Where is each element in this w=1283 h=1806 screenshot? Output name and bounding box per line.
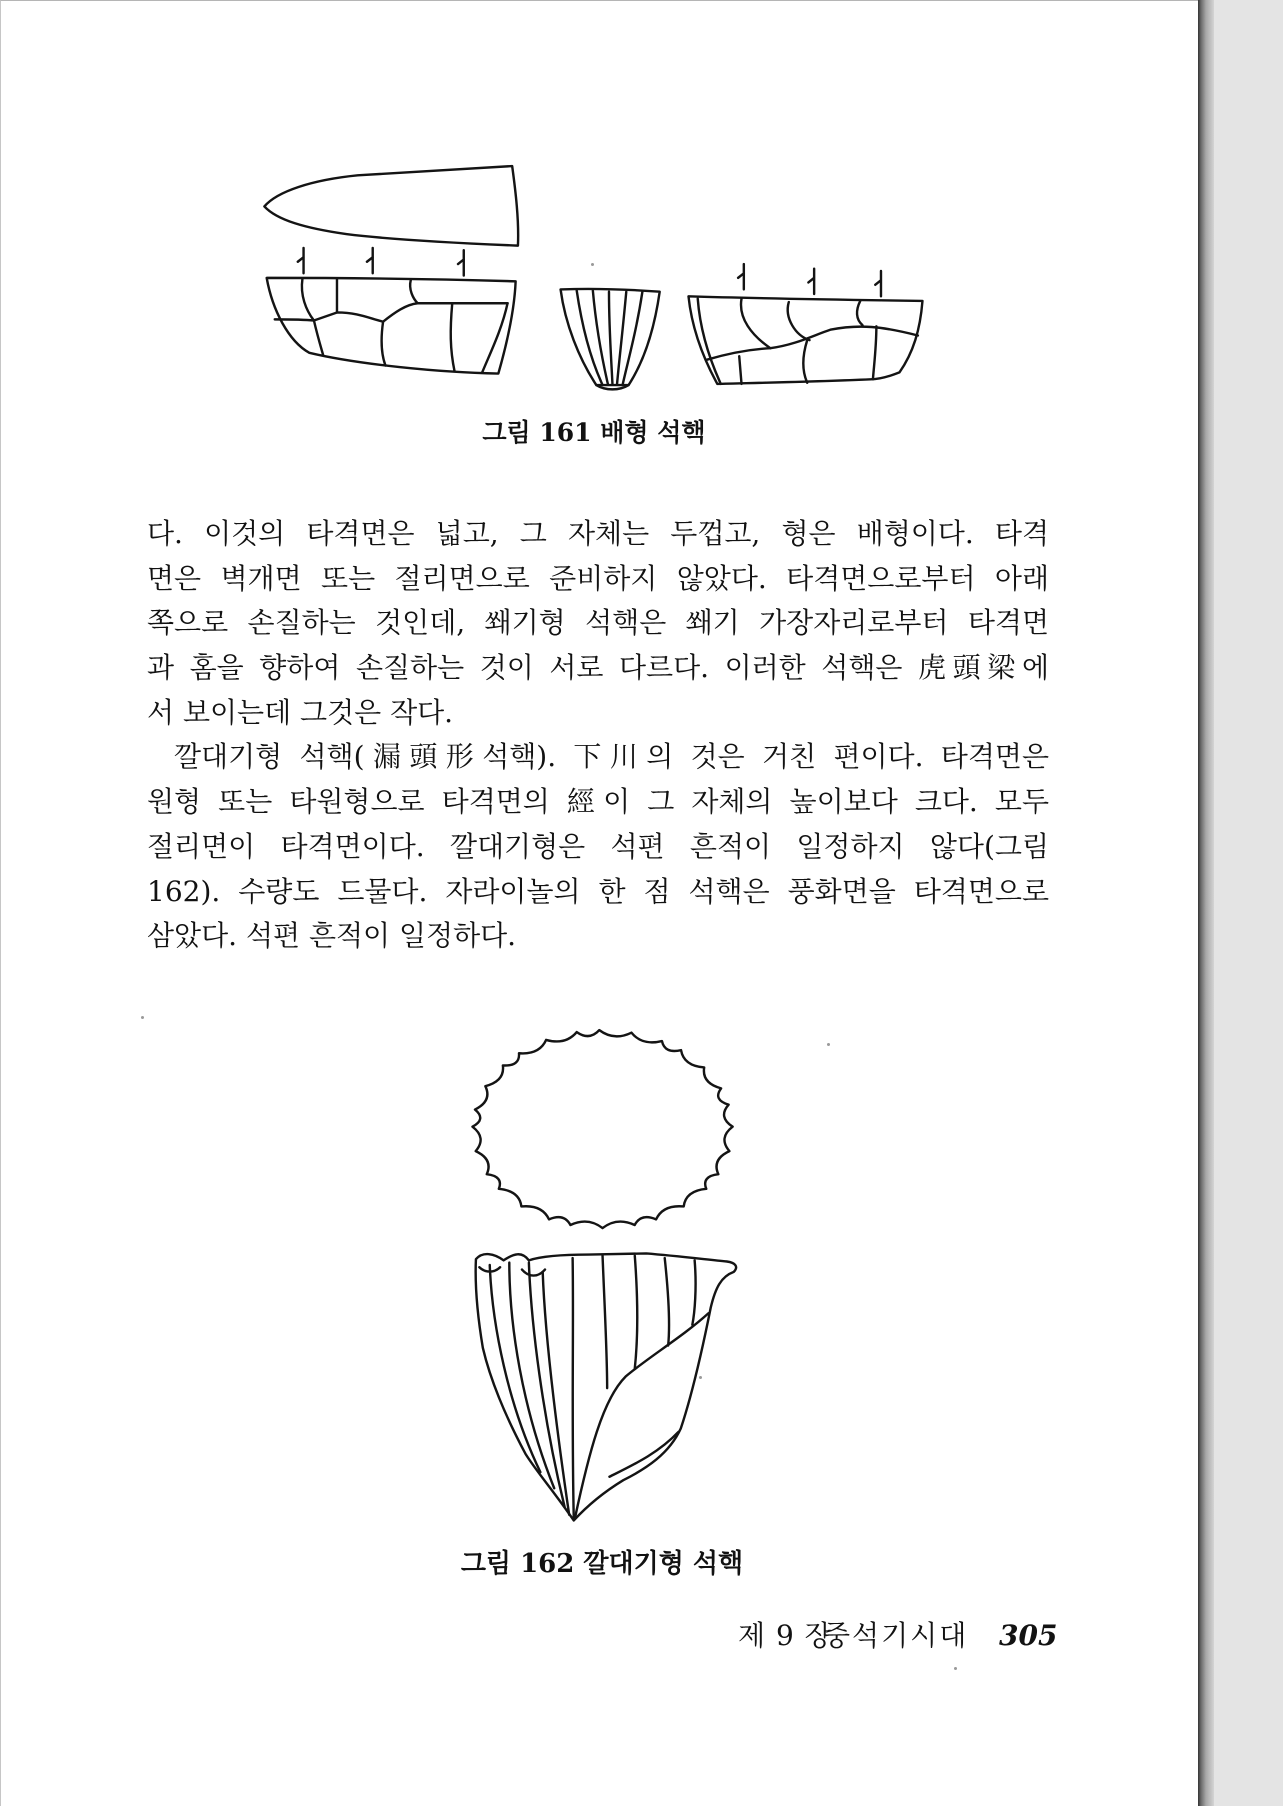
boat-core-side-view-right bbox=[689, 296, 923, 384]
page-edge-shadow bbox=[1198, 0, 1214, 1806]
text-line: 면은 벽개면 또는 절리면으로 준비하지 않았다. 타격면으로부터 아래 bbox=[147, 561, 1049, 595]
text-line: 서 보이는데 그것은 작다. bbox=[147, 695, 454, 729]
chapter-title: 중석기시대 bbox=[823, 1619, 969, 1652]
text-line: 과 홈을 향하여 손질하는 것이 서로 다르다. 이러한 석핵은 虎頭梁에 bbox=[147, 651, 1049, 685]
text-line: 쪽으로 손질하는 것인데, 쐐기형 석핵은 쐐기 가장자리로부터 타격면 bbox=[147, 606, 1049, 640]
scan-speck bbox=[954, 1667, 957, 1670]
scan-speck bbox=[699, 1376, 702, 1379]
boat-core-top-view bbox=[264, 166, 518, 246]
figure-162-caption: 그림 162 깔대기형 석핵 bbox=[460, 1549, 744, 1579]
text-line: 다. 이것의 타격면은 넓고, 그 자체는 두껍고, 형은 배형이다. 타격 bbox=[147, 517, 1049, 550]
chapter-label: 제 9 장 bbox=[738, 1619, 833, 1652]
striking-direction-marks-right bbox=[738, 264, 881, 296]
boat-core-side-view-left bbox=[267, 278, 516, 374]
scan-speck bbox=[141, 1016, 144, 1019]
funnel-core-top-view bbox=[472, 1030, 732, 1228]
funnel-core-side-view bbox=[476, 1253, 736, 1520]
figure-161-drawing bbox=[254, 151, 934, 399]
scan-speck bbox=[827, 1043, 830, 1046]
scan-speck bbox=[591, 263, 594, 266]
figure-161-caption: 그림 161 배형 석핵 bbox=[482, 418, 706, 447]
boat-core-end-view bbox=[561, 289, 660, 389]
body-text bbox=[147, 512, 1049, 959]
figure-162-drawing bbox=[462, 1014, 750, 1532]
text-line: 절리면이 타격면이다. 깔대기형은 석편 흔적이 일정하지 않다(그림 bbox=[147, 829, 1049, 863]
page-number: 305 bbox=[999, 1619, 1058, 1652]
striking-direction-marks-left bbox=[298, 248, 464, 276]
text-line: 삼았다. 석편 흔적이 일정하다. bbox=[147, 919, 517, 953]
text-line: 깔대기형 석핵(漏頭形석핵). 下川의 것은 거친 편이다. 타격면은 bbox=[174, 740, 1049, 774]
top-view-outline bbox=[472, 1030, 732, 1228]
text-line: 원형 또는 타원형으로 타격면의 經이 그 자체의 높이보다 크다. 모두 bbox=[147, 785, 1049, 819]
text-line: 162). 수량도 드물다. 자라이놀의 한 점 석핵은 풍화면을 타격면으로 bbox=[147, 874, 1049, 908]
